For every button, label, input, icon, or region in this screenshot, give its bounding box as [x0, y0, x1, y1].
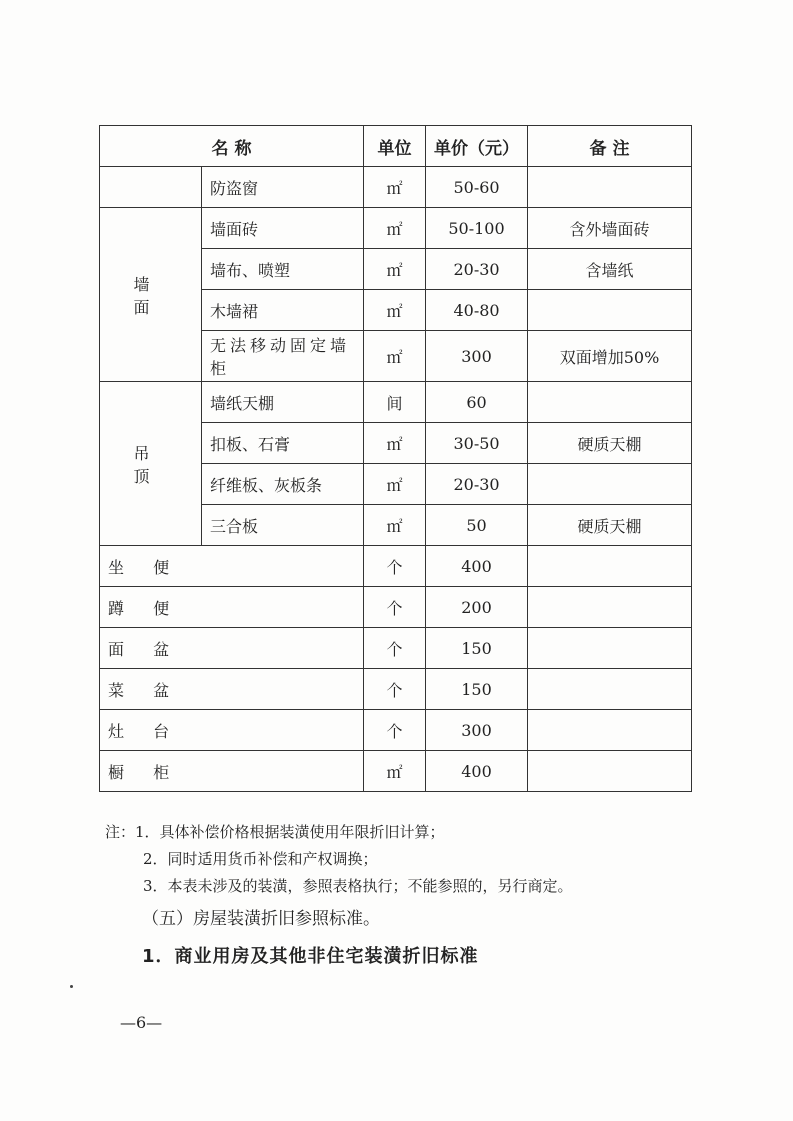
item-cell: 墙纸天棚 — [202, 382, 364, 423]
scan-speck — [70, 985, 73, 988]
price-cell: 50-100 — [426, 208, 528, 249]
unit-cell: ㎡ — [364, 331, 426, 382]
price-cell: 50-60 — [426, 167, 528, 208]
note-cell — [528, 587, 692, 628]
note-cell — [528, 464, 692, 505]
subsection-title: 1．商业用房及其他非住宅装潢折旧标准 — [142, 946, 479, 967]
price-cell: 400 — [426, 546, 528, 587]
unit-cell: 个 — [364, 710, 426, 751]
note-cell — [528, 382, 692, 423]
header-name: 名 称 — [100, 126, 364, 167]
note-line-1: 注：1．具体补偿价格根据装潢使用年限折旧计算； — [105, 823, 445, 841]
unit-cell: ㎡ — [364, 208, 426, 249]
price-cell: 200 — [426, 587, 528, 628]
item-cell: 三合板 — [202, 505, 364, 546]
table-row — [100, 546, 692, 587]
section-title: （五）房屋装潢折旧参照标准。 — [142, 909, 380, 929]
unit-cell: 个 — [364, 669, 426, 710]
note-cell — [528, 669, 692, 710]
item-cell: 纤维板、灰板条 — [202, 464, 364, 505]
price-cell: 300 — [426, 710, 528, 751]
price-cell: 40-80 — [426, 290, 528, 331]
item-cell: 坐 便 — [100, 546, 364, 587]
table-row — [100, 587, 692, 628]
price-table — [99, 125, 692, 792]
unit-cell: ㎡ — [364, 423, 426, 464]
item-cell: 菜 盆 — [100, 669, 364, 710]
note-cell: 含墙纸 — [528, 249, 692, 290]
header-note: 备 注 — [528, 126, 692, 167]
price-cell: 60 — [426, 382, 528, 423]
note-cell — [528, 290, 692, 331]
category-cell-ceiling: 吊 顶 — [100, 382, 202, 546]
unit-cell: ㎡ — [364, 464, 426, 505]
note-cell — [528, 546, 692, 587]
note-line-2: 2．同时适用货币补偿和产权调换； — [143, 850, 378, 868]
header-price: 单价（元） — [426, 126, 528, 167]
unit-cell: 个 — [364, 587, 426, 628]
price-cell: 20-30 — [426, 464, 528, 505]
price-cell: 300 — [426, 331, 528, 382]
unit-cell: ㎡ — [364, 249, 426, 290]
item-cell: 面 盆 — [100, 628, 364, 669]
price-cell: 50 — [426, 505, 528, 546]
item-cell: 墙布、喷塑 — [202, 249, 364, 290]
item-cell: 防盗窗 — [202, 167, 364, 208]
item-cell: 墙面砖 — [202, 208, 364, 249]
price-cell: 20-30 — [426, 249, 528, 290]
header-unit: 单位 — [364, 126, 426, 167]
note-cell — [528, 751, 692, 792]
table-row — [100, 710, 692, 751]
table-row — [100, 628, 692, 669]
item-cell: 橱 柜 — [100, 751, 364, 792]
price-cell: 150 — [426, 669, 528, 710]
table-row — [100, 751, 692, 792]
unit-cell: ㎡ — [364, 751, 426, 792]
price-cell: 150 — [426, 628, 528, 669]
note-cell: 双面增加50% — [528, 331, 692, 382]
price-cell: 400 — [426, 751, 528, 792]
note-cell: 含外墙面砖 — [528, 208, 692, 249]
note-cell — [528, 710, 692, 751]
unit-cell: ㎡ — [364, 505, 426, 546]
item-cell: 无法移动固定墙柜 — [202, 331, 364, 382]
item-cell: 木墙裙 — [202, 290, 364, 331]
table-header-row — [100, 126, 692, 167]
empty-category-cell — [100, 167, 202, 208]
category-cell-wall: 墙 面 — [100, 208, 202, 382]
unit-cell: 个 — [364, 546, 426, 587]
note-cell: 硬质天棚 — [528, 423, 692, 464]
table-row — [100, 669, 692, 710]
table-row — [100, 208, 692, 249]
item-cell: 灶 台 — [100, 710, 364, 751]
unit-cell: 间 — [364, 382, 426, 423]
table-notes — [105, 819, 705, 900]
item-cell: 扣板、石膏 — [202, 423, 364, 464]
page-number: —6— — [120, 1013, 163, 1032]
unit-cell: ㎡ — [364, 290, 426, 331]
price-cell: 30-50 — [426, 423, 528, 464]
note-cell — [528, 167, 692, 208]
note-line-3: 3．本表未涉及的装潢，参照表格执行；不能参照的，另行商定。 — [143, 877, 573, 895]
unit-cell: ㎡ — [364, 167, 426, 208]
unit-cell: 个 — [364, 628, 426, 669]
note-cell: 硬质天棚 — [528, 505, 692, 546]
note-cell — [528, 628, 692, 669]
table-row — [100, 382, 692, 423]
item-cell: 蹲 便 — [100, 587, 364, 628]
table-row — [100, 167, 692, 208]
